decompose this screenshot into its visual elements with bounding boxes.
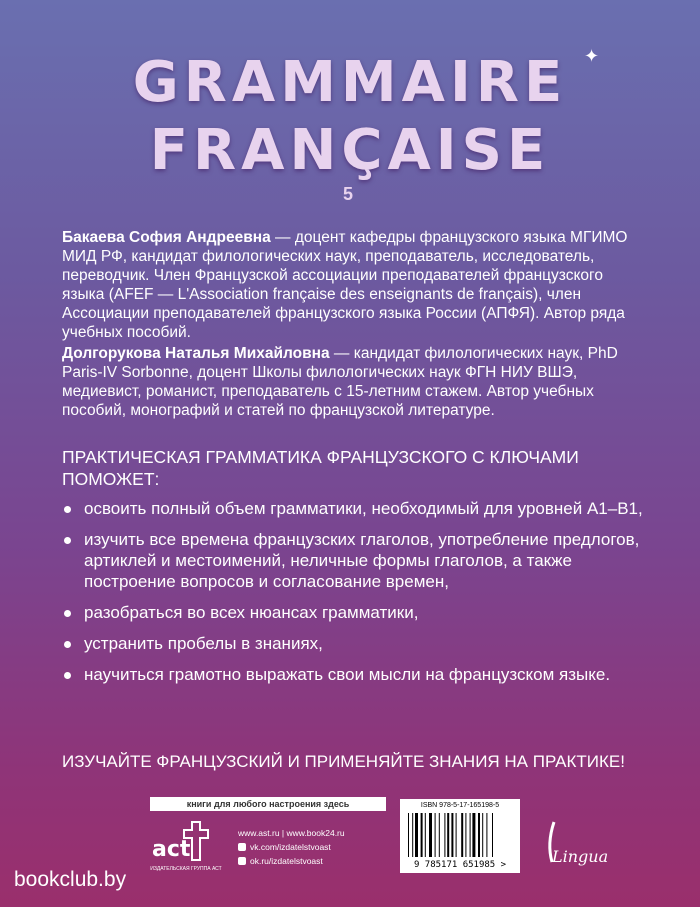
publisher-slogan: книги для любого настроения здесь	[150, 797, 386, 811]
ast-logo-icon	[146, 818, 218, 866]
ok-row	[238, 854, 345, 868]
bullet-icon	[64, 506, 71, 513]
bullet-icon	[64, 610, 71, 617]
publisher-links	[238, 826, 345, 868]
call-to-action: ИЗУЧАЙТЕ ФРАНЦУЗСКИЙ И ПРИМЕНЯЙТЕ ЗНАНИЯ НА ПРАКТИКЕ!	[62, 752, 625, 771]
list-item	[62, 529, 662, 592]
publisher-group-name: ИЗДАТЕЛЬСКАЯ ГРУППА АСТ	[150, 866, 222, 872]
watermark-text: bookclub.by	[14, 868, 127, 891]
cover-title-line1: GRAMMAIRE	[132, 50, 568, 115]
benefits-headline: ПРАКТИЧЕСКАЯ ГРАММАТИКА ФРАНЦУЗСКОГО С КЛЮЧАМИ ПОМОЖЕТ:	[62, 447, 579, 489]
benefits-list	[62, 498, 662, 695]
author-bio	[62, 344, 642, 420]
ean-number: 9 785171 651985 >	[413, 860, 507, 870]
lingua-logo-text: Lingua	[552, 847, 609, 866]
site-row	[238, 826, 345, 840]
title-small-number: 5	[343, 184, 354, 204]
ok-icon	[238, 857, 246, 865]
author-bio-text: — кандидат филологических наук, PhD Paris-IV Sorbonne, доцент Школы филологических наук ФГН НИУ ВШЭ, медиевист, романист, преподаватель с 15-летним стажем. Автор учебных пособий, монографий и статей по французской литературе.	[62, 345, 618, 419]
list-item-text: научиться грамотно выражать свои мысли на французском языке.	[84, 665, 611, 684]
author-bio	[62, 228, 642, 342]
author-name: Долгорукова Наталья Михайловна	[62, 345, 330, 362]
vk-link[interactable]: vk.com/izdatelstvoast	[250, 842, 331, 852]
website-link[interactable]: www.ast.ru | www.book24.ru	[238, 828, 345, 838]
barcode	[400, 799, 520, 873]
bullet-icon	[64, 537, 71, 544]
bullet-icon	[64, 672, 71, 679]
list-item-text: разобраться во всех нюансах грамматики,	[84, 603, 419, 622]
vk-row	[238, 840, 345, 854]
author-bio-text: — доцент кафедры французского языка МГИМО МИД РФ, кандидат филологических наук, преподаватель, исследователь, переводчик. Член Французской ассоциации преподавателей французского языка (AFEF — L'Association française des enseignants de français), член Ассоциации преподавателей французского языка России (АПФЯ). Автор ряда учебных пособий.	[62, 229, 628, 341]
list-item-text: освоить полный объем грамматики, необходимый для уровней A1–B1,	[84, 499, 643, 518]
ast-logo-text: act	[152, 837, 191, 862]
authors-section	[62, 228, 642, 422]
sparkle-icon: ✦	[584, 46, 600, 66]
list-item-text: устранить пробелы в знаниях,	[84, 634, 323, 653]
isbn-text: ISBN 978-5-17-165198-5	[420, 802, 500, 809]
cover-title-line2: FRANÇAISE	[149, 118, 551, 183]
ok-link[interactable]: ok.ru/izdatelstvoast	[250, 856, 323, 866]
vk-icon	[238, 843, 246, 851]
lingua-logo-icon	[540, 818, 620, 872]
barcode-bars	[408, 813, 512, 857]
list-item	[62, 664, 662, 685]
list-item	[62, 498, 662, 519]
author-name: Бакаева София Андреевна	[62, 229, 271, 246]
bullet-icon	[64, 641, 71, 648]
list-item	[62, 602, 662, 623]
list-item	[62, 633, 662, 654]
list-item-text: изучить все времена французских глаголов, употребление предлогов, артиклей и местоимений, неличные формы глаголов, а также построение вопросов и согласование времен,	[84, 530, 640, 591]
